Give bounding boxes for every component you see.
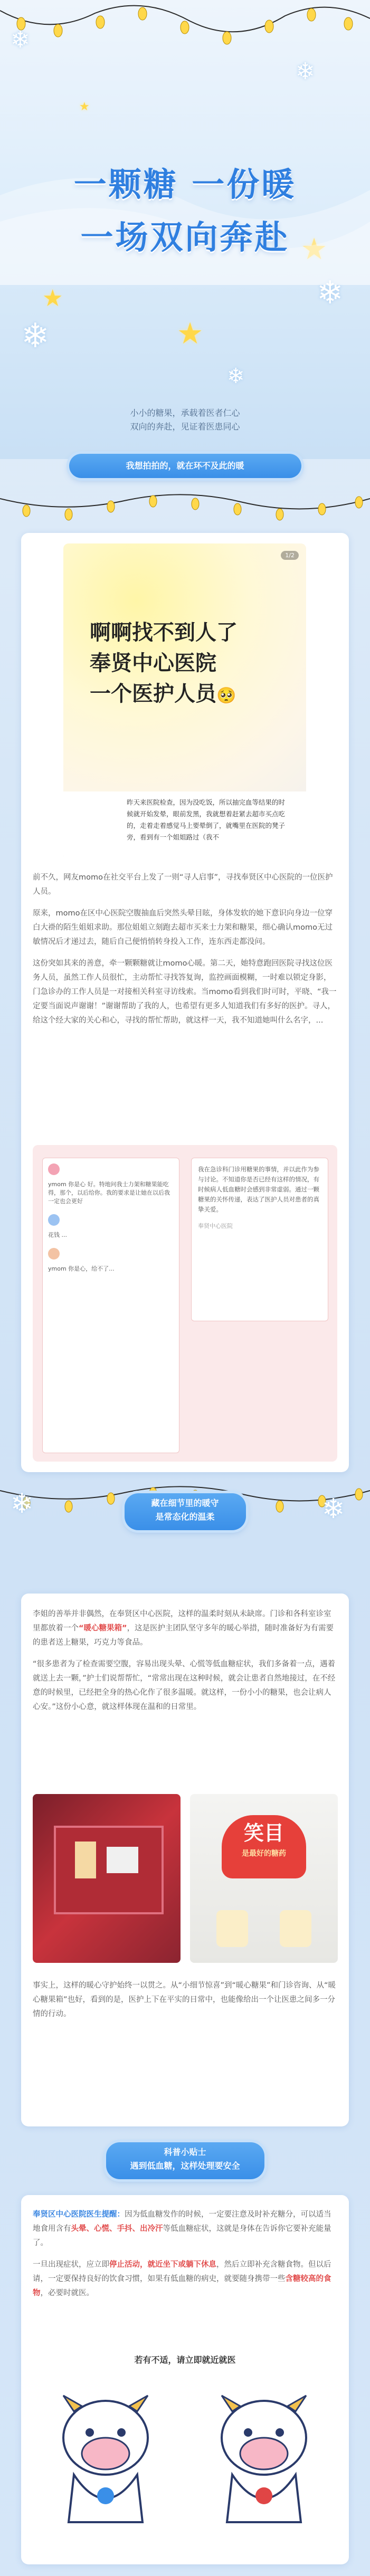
hero-title-line2: 一场双向奔赴 (80, 218, 290, 256)
comment-screenshots (33, 1145, 337, 1462)
avatar (48, 1214, 60, 1226)
social-post-screenshot (63, 543, 306, 860)
hero-title-line1: 一颗糖 一份暖 (73, 165, 297, 204)
post-headline (90, 617, 238, 711)
string-lights-top (0, 0, 370, 58)
comment-list-left (42, 1158, 179, 1453)
highlight-text: 头晕、心慌、手抖、出冷汗 (71, 2225, 163, 2233)
post-headline-line: 奉贤中心医院 (90, 651, 216, 675)
comment-reply-right (191, 1158, 328, 1321)
section3-card (21, 2195, 349, 2564)
post-text: 昨天来医院检查，因为没吃饭，所以抽完血等结果的时候就开始发晕，眼前发黑，我就想着赶紧去超市买点吃的，走着走着感觉马上要晕倒了，就嘴里在医院的凳子旁，看到有一个姐姐路过（我不 (127, 798, 286, 841)
paragraph: 原来，momo在区中心医院空腹抽血后突然头晕目眩，身体发软的她下意识向身边一位穿白大褂的陌生姐姐求助。那位姐姐立刻跑去超市买来士力架和糖果，细心确认momo无过敏情况后才递过去，随后自己便悄悄转身投入工作，连东西走都没问。 (33, 909, 333, 946)
star-icon: ★ (42, 285, 63, 312)
section1-card (21, 533, 349, 1472)
star-icon: ★ (301, 232, 328, 266)
text: ，必要时就医。 (40, 2289, 94, 2297)
snowflake-icon: ❄ (11, 26, 30, 53)
section2-text-bottom (33, 1979, 337, 2029)
comment-reply-footer: 奉贤中心医院 (198, 1223, 233, 1229)
star-icon: ★ (79, 100, 90, 113)
section3-title-line: 遇到低血糖，这样处理要安全 (130, 2161, 240, 2171)
candy-package (75, 1842, 96, 1878)
paragraph: 前不久，网友momo在社交平台上发了一则“寻人启事”，寻找奉贤区中心医院的一位医护人员。 (33, 873, 333, 896)
snowflake-icon: ❄ (227, 364, 245, 388)
avatar (48, 1163, 60, 1175)
section2-text-top (33, 1607, 337, 1722)
highlight-text: “暖心糖果箱” (79, 1624, 127, 1633)
snowflake-icon: ❄ (322, 1493, 345, 1525)
highlight-text: 含糖较高的食物 (33, 2275, 331, 2297)
avatar (48, 1248, 60, 1260)
section2-title-line: 藏在细节里的暖守 (151, 1498, 219, 1508)
smile-sign (222, 1815, 306, 1878)
section3-title (106, 2142, 264, 2179)
paragraph: 事实上，这样的暖心守护始终一以贯之。从“小细节惊喜”到“暖心糖果”和门诊咨询、从“暖心糖果箱”也好，看到的是，医护上下在平实的日常中，也能像给出一个让医患之间多一分情的行动。 (33, 1981, 336, 2018)
text: 因为低血糖发作的时候，一定要注意及时补充糖分，可以适当地食用含有 (33, 2210, 331, 2233)
highlight-text: 停止活动，就近坐下或躺下休息 (109, 2260, 216, 2269)
section3-text (33, 2208, 337, 2308)
hero-wave (0, 127, 370, 285)
intro-line: 双向的奔赴，见证着医患同心 (130, 422, 240, 432)
section3-footer-title: 若有不适，请立即就近就医 (134, 2355, 236, 2365)
text: 李姐的善举并非偶然，在奉贤区中心医院，这样的温柔时刻从未缺席。门诊和各科室诊室里都放着一个 (33, 1610, 331, 1633)
post-headline-text: 一个医护人员 (90, 682, 216, 706)
cow-mascot-illustration (37, 2374, 174, 2533)
candy-box-photo (33, 1794, 181, 1963)
text: ，这是医护主团队坚守多年的暖心举措，随时准备好为有需要的患者送上糖果，巧克力等食品。 (33, 1624, 334, 1647)
intro-line: 小小的糖果，承载着医者仁心 (130, 408, 240, 418)
hero-intro (0, 406, 370, 434)
star-icon: ★ (177, 317, 204, 351)
paragraph: 这份突如其来的善意，牵一颗颗糖就让momo心暖。第二天，她特意跑回医院寻找这位医务人员，虽然工作人员很忙，主动帮忙寻找答复询，监控画面模糊，一时难以锁定身影，门急诊办的工作人员是一对接相关科室寻访线索。当momo看到我们时可时，平晓、“我一定要当面说声谢谢！”谢谢帮助了我的人，也希望有更多人知道我们有多好的医护。寻人，给这个经大家的关心和心，寻找的帮忙帮助，就这样一天，我不知道她叫什么名字，... (33, 959, 337, 1025)
post-headline-line: 啊啊找不到人了 (90, 621, 238, 645)
candy-package (107, 1847, 138, 1873)
comment-item: ymom 你是心 好。特地问我士力架和糖果能吃得，那个，以后给你。我的要求是让她在以后我一定也会更好 (48, 1181, 170, 1205)
comment-reply-text: 我在急诊科门诊用糖果的事情，并以此作为参与讨论。不知道你是否已经有这样的情况，有时候病人低血糖时会感到非常虚弱。通过一颗糖果的关怀传递，表达了医护人员对患者的真挚关爱。 (198, 1166, 319, 1213)
cow-mascot-illustration (195, 2374, 333, 2533)
text: 等低血糖症状，这就是身体在告诉你它要补充能量了。 (33, 2225, 331, 2247)
section2-title-line: 是常态化的温柔 (155, 1512, 215, 1522)
section3-title-line: 科普小贴士 (164, 2147, 206, 2157)
smile-sign-text: 是最好的糖药 (242, 1849, 286, 1858)
paragraph (33, 2208, 337, 2250)
post-headline-line (90, 679, 238, 711)
post-counter: 1/2 (281, 551, 299, 560)
post-text-box (63, 791, 306, 860)
snowflake-icon: ❄ (317, 274, 344, 311)
paragraph (33, 1607, 337, 1650)
text: ，然后立即补充含糖食物。但以后请，一定要保持良好的饮食习惯，如果有低血糖的病史，就要随身携带一些 (33, 2260, 331, 2283)
section2-card (21, 1594, 349, 2126)
comment-item: 花钱 ... (48, 1232, 67, 1238)
crying-emoji-icon: 🥺 (216, 686, 236, 705)
candy-jar (280, 1910, 311, 1947)
comment-item: ymom 你是心，给不了... (48, 1265, 115, 1272)
section2-title (125, 1493, 246, 1530)
section1-title: 我想拍拍的，就在环不及此的暖 (69, 454, 301, 478)
snowflake-icon: ❄ (11, 1488, 34, 1520)
text: 一旦出现症状，应立即 (33, 2260, 109, 2269)
snowflake-icon: ❄ (21, 317, 50, 356)
snowflake-icon: ❄ (296, 58, 315, 85)
paragraph: “很多患者为了检查需要空腹，容易出现头晕、心慌等低血糖症状，我们多备着一点，遇着就送上去一颗，”护士们说帮帮忙，“常常出现在这种时候，就会让患者自然地接过，在不经意的时候里，已经把全身的热心化作了很多温暖。就这样，一份小小的糖果，也会让病人心安。”这份小心意，就这样体现在温和的日常里。 (33, 1660, 336, 1711)
section1-text (33, 871, 337, 1035)
candy-jar (216, 1910, 248, 1947)
highlight-text: 奉贤区中心医院医生提醒： (33, 2210, 125, 2219)
smile-sign-photo (190, 1794, 338, 1963)
smile-sign-big: 笑目 (243, 1821, 284, 1845)
paragraph (33, 2258, 337, 2301)
